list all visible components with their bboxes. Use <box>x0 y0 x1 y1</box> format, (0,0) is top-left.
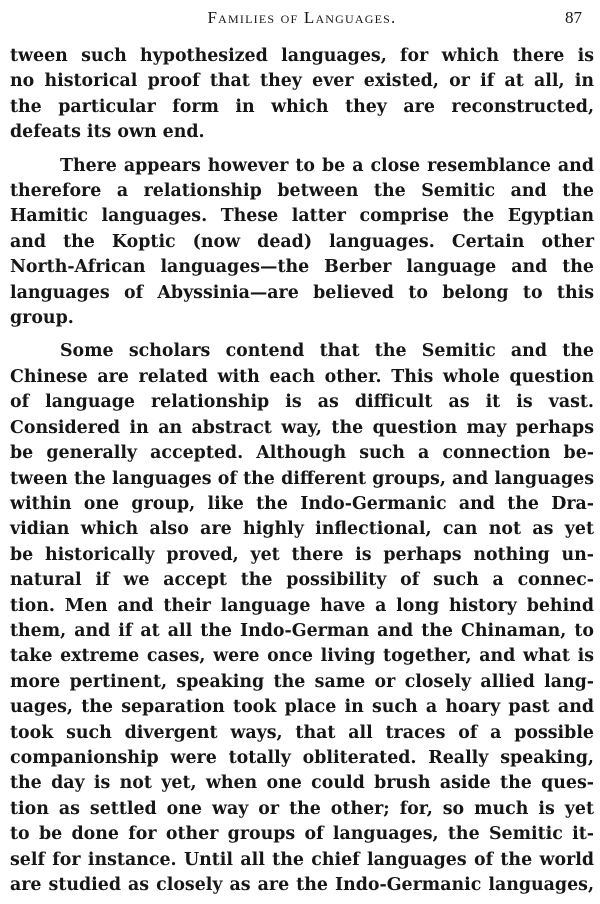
text-line: to be done for other groups of languages, the Semitic it- <box>10 824 594 845</box>
text-line: therefore a relationship between the Semitic and the <box>10 181 594 202</box>
text-line: the particular form in which they are reconstructed, <box>10 96 594 117</box>
text-line: tion as settled one way or the other; for, so much is yet <box>10 798 594 819</box>
text-line: There appears however to be a close resemblance and <box>60 155 594 176</box>
text-line: within one group, like the Indo-Germanic and the Dra- <box>10 493 594 514</box>
text-line: Hamitic languages. These latter comprise the Egyptian <box>10 206 594 227</box>
paragraph-1 <box>10 44 594 146</box>
text-line: languages of Abyssinia—are believed to belong to this <box>10 282 594 303</box>
text-line: be historically proved, yet there is perhaps nothing un- <box>10 544 594 565</box>
text-line: companionship were totally obliterated. Really speaking, <box>10 747 594 768</box>
text-line: no historical proof that they ever existed, or if at all, in <box>10 71 594 92</box>
text-line: be generally accepted. Although such a connection be- <box>10 443 594 464</box>
text-line: self for instance. Until all the chief languages of the world <box>10 849 594 870</box>
text-line: group. <box>10 308 74 329</box>
text-line: are studied as closely as are the Indo-Germanic languages, <box>10 875 594 895</box>
text-line: Some scholars contend that the Semitic and the <box>60 341 594 362</box>
text-line: defeats its own end. <box>10 122 205 143</box>
text-line: the day is not yet, when one could brush aside the ques- <box>10 773 594 794</box>
paragraph-3 <box>10 339 594 898</box>
running-head <box>10 8 594 32</box>
text-line: them, and if at all the Indo-German and the Chinaman, to <box>10 620 594 641</box>
text-line: tion. Men and their language have a long history behind <box>10 595 594 616</box>
text-line: take extreme cases, were once living together, and what is <box>10 646 594 667</box>
paragraph-2 <box>10 154 594 332</box>
text-line: tween the languages of the different groups, and languages <box>10 468 594 489</box>
text-line: and the Koptic (now dead) languages. Certain other <box>10 231 594 252</box>
text-line: more pertinent, speaking the same or closely allied lang- <box>10 671 594 692</box>
text-line: Chinese are related with each other. This whole question <box>10 366 594 387</box>
text-line: Considered in an abstract way, the question may perhaps <box>10 417 594 438</box>
text-line: tween such hypothesized languages, for which there is <box>10 46 594 66</box>
text-line: North-African languages—the Berber language and the <box>10 257 594 278</box>
text-line: uages, the separation took place in such a hoary past and <box>10 697 594 718</box>
text-line: took such divergent ways, that all traces of a possible <box>10 722 594 743</box>
text-line: of language relationship is as difficult as it is vast. <box>10 392 594 413</box>
running-title: Families of Languages. <box>207 8 397 27</box>
page-number: 87 <box>565 8 582 27</box>
text-line: natural if we accept the possibility of such a connec- <box>10 570 594 591</box>
text-line: vidian which also are highly inflectional, can not as yet <box>10 519 594 540</box>
